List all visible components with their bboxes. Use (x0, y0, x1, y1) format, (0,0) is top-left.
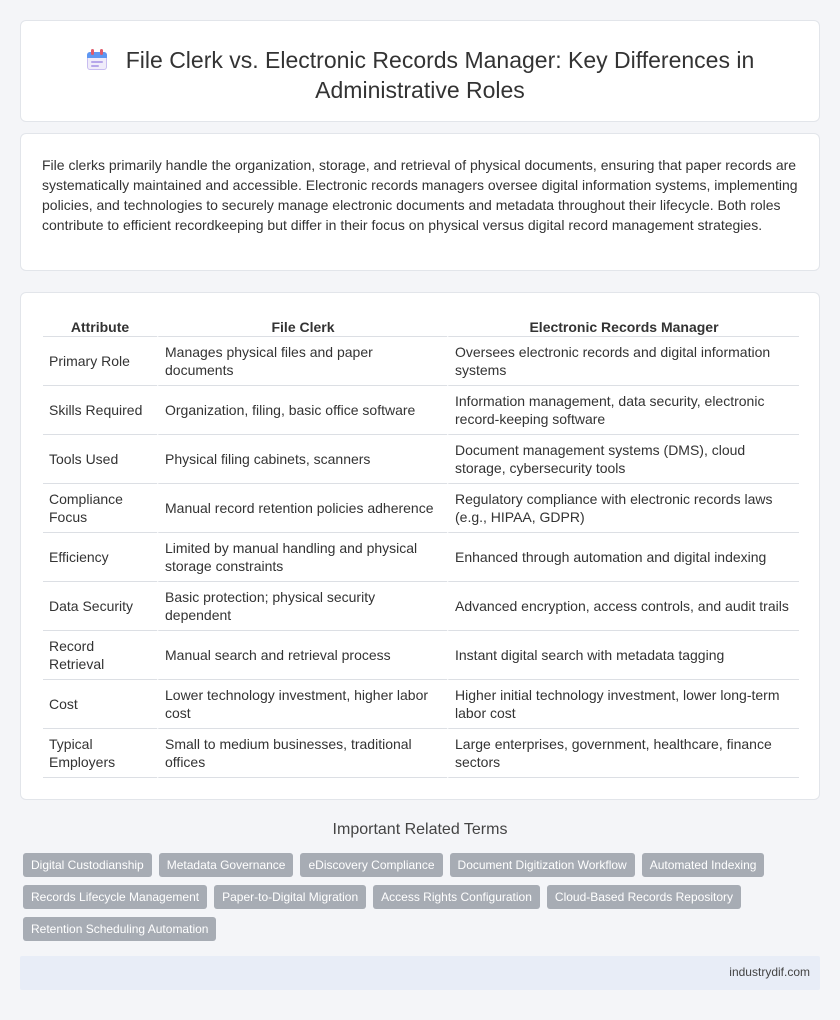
table-row (43, 729, 799, 778)
tag-ediscovery-compliance[interactable]: eDiscovery Compliance (300, 853, 442, 877)
tag-paper-to-digital-migration[interactable]: Paper-to-Digital Migration (214, 885, 366, 909)
table-row (43, 337, 799, 386)
table-row (43, 484, 799, 533)
tag-access-rights-configuration[interactable]: Access Rights Configuration (373, 885, 540, 909)
row-electronic-records-manager: Enhanced through automation and digital indexing (447, 533, 799, 582)
related-terms-heading: Important Related Terms (332, 821, 508, 838)
table-row (43, 680, 799, 729)
row-attribute: Tools Used (43, 435, 157, 484)
row-attribute: Skills Required (43, 386, 157, 435)
tag-document-digitization-workflow[interactable]: Document Digitization Workflow (450, 853, 635, 877)
table-row (43, 631, 799, 680)
row-file-clerk: Organization, filing, basic office software (157, 386, 447, 435)
row-file-clerk: Basic protection; physical security dependent (157, 582, 447, 631)
row-file-clerk: Manual search and retrieval process (157, 631, 447, 680)
row-attribute: Efficiency (43, 533, 157, 582)
table-row (43, 435, 799, 484)
table-row (43, 582, 799, 631)
row-attribute: Typical Employers (43, 729, 157, 778)
row-attribute: Cost (43, 680, 157, 729)
tag-cloud-based-records-repository[interactable]: Cloud-Based Records Repository (547, 885, 741, 909)
header-electronic-records-manager: Electronic Records Manager (447, 315, 799, 337)
page-title (21, 45, 819, 105)
row-attribute: Compliance Focus (43, 484, 157, 533)
table-header-row (43, 315, 799, 337)
row-attribute: Record Retrieval (43, 631, 157, 680)
footer-site-link[interactable]: industrydif.com (729, 965, 810, 979)
row-electronic-records-manager: Large enterprises, government, healthcare, finance sectors (447, 729, 799, 778)
row-file-clerk: Manual record retention policies adherence (157, 484, 447, 533)
row-electronic-records-manager: Document management systems (DMS), cloud storage, cybersecurity tools (447, 435, 799, 484)
intro-card (20, 133, 820, 271)
row-file-clerk: Lower technology investment, higher labor cost (157, 680, 447, 729)
related-terms-tags (23, 853, 803, 941)
comparison-table-card (20, 292, 820, 800)
row-file-clerk: Physical filing cabinets, scanners (157, 435, 447, 484)
page-title-line-2: Administrative Roles (315, 77, 525, 103)
footer (20, 956, 820, 990)
row-electronic-records-manager: Regulatory compliance with electronic records laws (e.g., HIPAA, GDPR) (447, 484, 799, 533)
table-row (43, 533, 799, 582)
calendar-icon (86, 49, 108, 71)
row-electronic-records-manager: Instant digital search with metadata tagging (447, 631, 799, 680)
table-row (43, 386, 799, 435)
row-electronic-records-manager: Oversees electronic records and digital information systems (447, 337, 799, 386)
row-file-clerk: Manages physical files and paper documents (157, 337, 447, 386)
header-attribute: Attribute (43, 315, 157, 337)
row-file-clerk: Small to medium businesses, traditional offices (157, 729, 447, 778)
row-file-clerk: Limited by manual handling and physical storage constraints (157, 533, 447, 582)
row-attribute: Data Security (43, 582, 157, 631)
intro-paragraph: File clerks primarily handle the organization, storage, and retrieval of physical documents, ensuring that paper records are systematically maintained and accessible. Electronic records managers oversee digital information systems, implementing policies, and technologies to securely manage electronic documents and metadata throughout their lifecycle. Both roles contribute to efficient recordkeeping but differ in their focus on physical versus digital record management strategies. (42, 157, 798, 233)
row-electronic-records-manager: Advanced encryption, access controls, and audit trails (447, 582, 799, 631)
row-attribute: Primary Role (43, 337, 157, 386)
tag-metadata-governance[interactable]: Metadata Governance (159, 853, 294, 877)
tag-digital-custodianship[interactable]: Digital Custodianship (23, 853, 152, 877)
tag-retention-scheduling-automation[interactable]: Retention Scheduling Automation (23, 917, 216, 941)
row-electronic-records-manager: Information management, data security, electronic record-keeping software (447, 386, 799, 435)
comparison-table (43, 315, 799, 778)
page-title-line-1: File Clerk vs. Electronic Records Manager: Key Differences in (125, 47, 755, 73)
header-card (20, 20, 820, 122)
tag-automated-indexing[interactable]: Automated Indexing (642, 853, 765, 877)
tag-records-lifecycle-management[interactable]: Records Lifecycle Management (23, 885, 207, 909)
row-electronic-records-manager: Higher initial technology investment, lower long-term labor cost (447, 680, 799, 729)
header-file-clerk: File Clerk (157, 315, 447, 337)
